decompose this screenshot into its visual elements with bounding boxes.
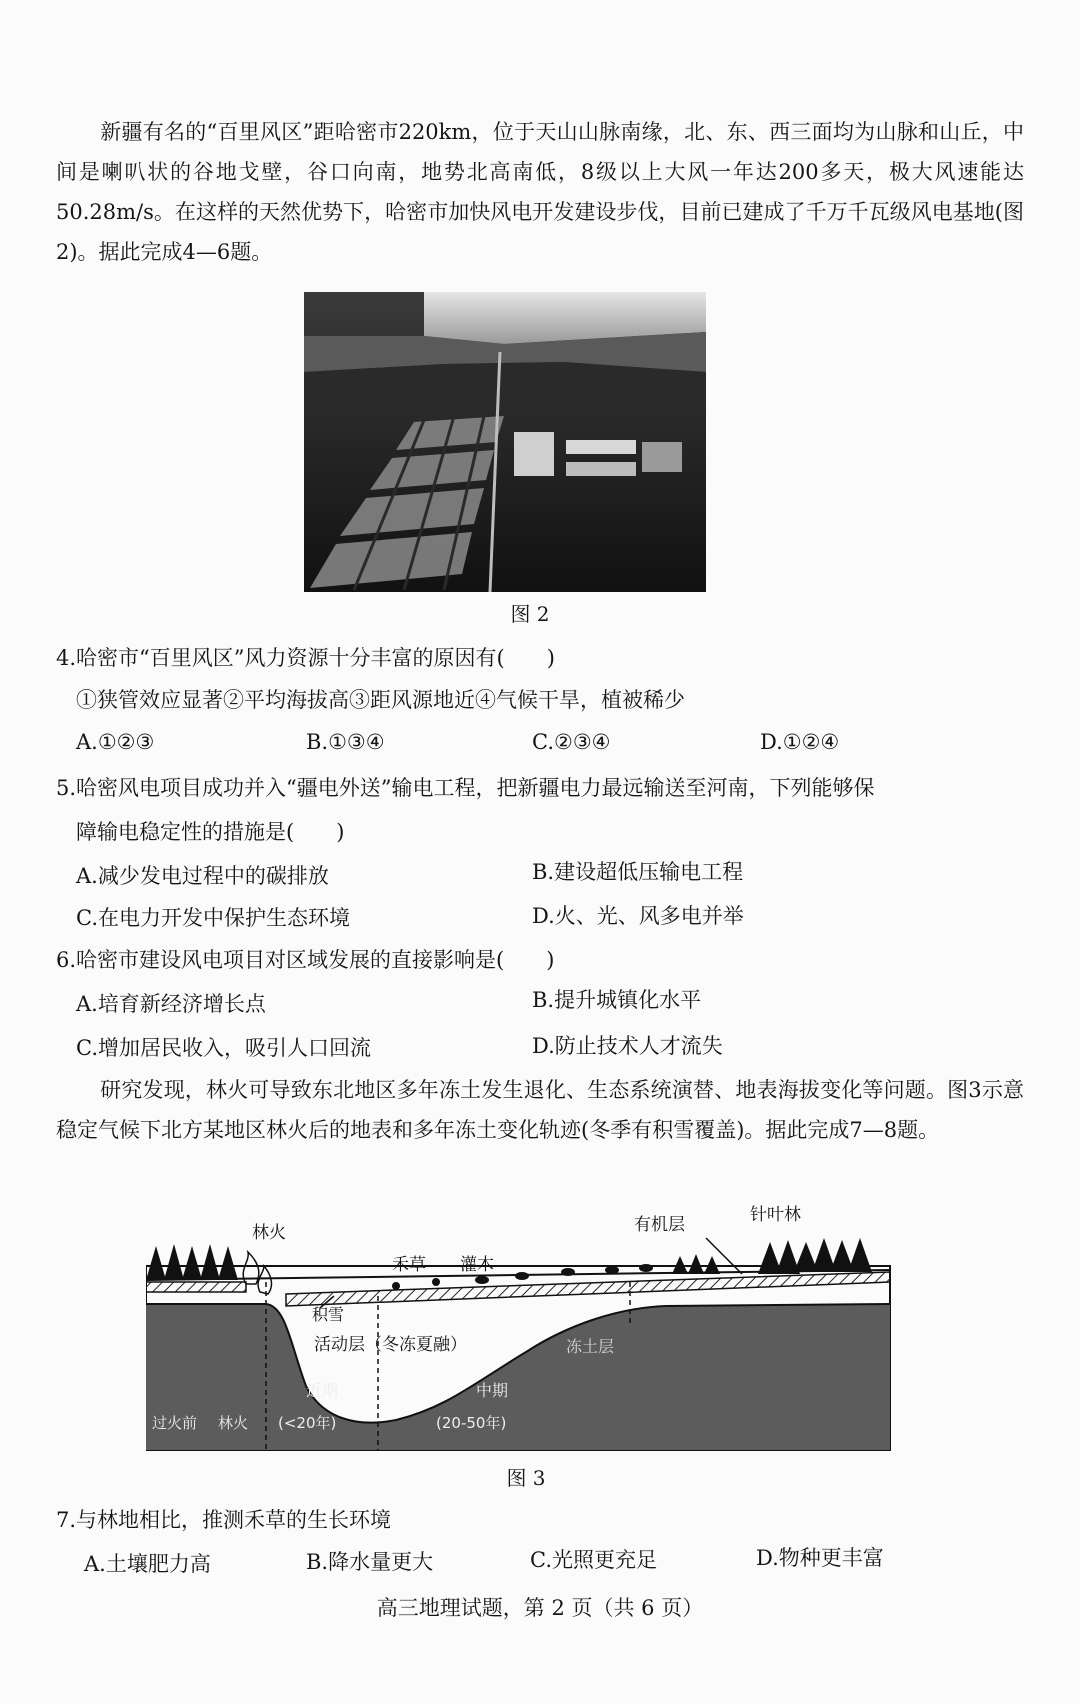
- label-conifer: 针叶林: [750, 1205, 801, 1225]
- question-5-option-c[interactable]: C.在电力开发中保护生态环境: [76, 906, 350, 930]
- label-grass: 禾草: [392, 1255, 426, 1275]
- label-recent: 近期: [306, 1381, 339, 1400]
- passage-1: [56, 112, 1024, 272]
- passage-1-text: 新疆有名的“百里风区”距哈密市220km，位于天山山脉南缘，北、东、西三面均为山脉和山丘，中间是喇叭状的谷地戈壁，谷口向南，地势北高南低，8级以上大风一年达200多天，极大风速能达50.28m/s。在这样的天然优势下，哈密市加快风电开发建设步伐，目前已建成了千万千瓦级风电基地(图2)。据此完成4—6题。: [56, 120, 1024, 264]
- question-7-option-a[interactable]: A.土壤肥力高: [84, 1552, 211, 1576]
- label-before-fire: 过火前: [152, 1414, 198, 1432]
- question-7-option-c[interactable]: C.光照更充足: [530, 1548, 657, 1572]
- question-6-stem: 6.哈密市建设风电项目对区域发展的直接影响是( ): [56, 948, 555, 972]
- question-5-option-b[interactable]: B.建设超低压输电工程: [532, 860, 744, 884]
- passage-2-text: 研究发现，林火可导致东北地区多年冻土发生退化、生态系统演替、地表海拔变化等问题。图3示意稳定气候下北方某地区林火后的地表和多年冻土变化轨迹(冬季有积雪覆盖)。据此完成7—8题。: [56, 1078, 1024, 1142]
- label-permafrost: 冻土层: [566, 1337, 615, 1356]
- label-recent-years: (<20年): [278, 1414, 337, 1432]
- label-mid: 中期: [476, 1381, 509, 1400]
- question-4-option-c[interactable]: C.②③④: [532, 730, 611, 754]
- question-4-option-a[interactable]: A.①②③: [76, 730, 155, 754]
- question-5-stem-line-1: 5.哈密风电项目成功并入“疆电外送”输电工程，把新疆电力最远输送至河南，下列能够保: [56, 776, 875, 800]
- question-5-stem-line-2: 障输电稳定性的措施是( ): [76, 820, 345, 844]
- question-5-option-d[interactable]: D.火、光、风多电并举: [532, 904, 744, 928]
- label-shrub: 灌木: [460, 1255, 494, 1275]
- question-7-option-b[interactable]: B.降水量更大: [306, 1550, 434, 1574]
- question-7-stem: 7.与林地相比，推测禾草的生长环境: [56, 1508, 392, 1532]
- question-6-option-c[interactable]: C.增加居民收入，吸引人口回流: [76, 1036, 371, 1060]
- question-7-option-d[interactable]: D.物种更丰富: [756, 1546, 884, 1570]
- conifer-trees-right: [672, 1238, 872, 1274]
- figure-2-caption: 图 2: [510, 602, 550, 626]
- label-fire-time: 林火: [218, 1414, 249, 1432]
- page-footer: 高三地理试题，第 2 页（共 6 页）: [376, 1596, 704, 1620]
- passage-2: [56, 1070, 1024, 1150]
- label-fire: 林火: [252, 1223, 286, 1243]
- question-6-option-b[interactable]: B.提升城镇化水平: [532, 988, 702, 1012]
- label-mid-years: (20-50年): [436, 1414, 507, 1432]
- question-4-statements: ①狭管效应显著②平均海拔高③距风源地近④气候干旱，植被稀少: [76, 688, 685, 712]
- label-active-layer: 活动层（冬冻夏融）: [314, 1335, 467, 1355]
- question-5-option-a[interactable]: A.减少发电过程中的碳排放: [76, 864, 329, 888]
- question-4-stem: 4.哈密市“百里风区”风力资源十分丰富的原因有( ): [56, 646, 555, 670]
- label-organic-layer: 有机层: [634, 1215, 685, 1235]
- figure-3-diagram: [146, 1196, 900, 1456]
- question-6-option-d[interactable]: D.防止技术人才流失: [532, 1034, 723, 1058]
- figure-2-photo: [304, 292, 706, 592]
- fire-icon: [243, 1252, 271, 1294]
- label-snow: 积雪: [312, 1305, 345, 1324]
- question-4-option-d[interactable]: D.①②④: [760, 730, 840, 754]
- question-6-option-a[interactable]: A.培育新经济增长点: [76, 992, 266, 1016]
- figure-3-caption: 图 3: [506, 1466, 546, 1490]
- question-4-option-b[interactable]: B.①③④: [306, 730, 385, 754]
- conifer-trees-left: [146, 1244, 238, 1280]
